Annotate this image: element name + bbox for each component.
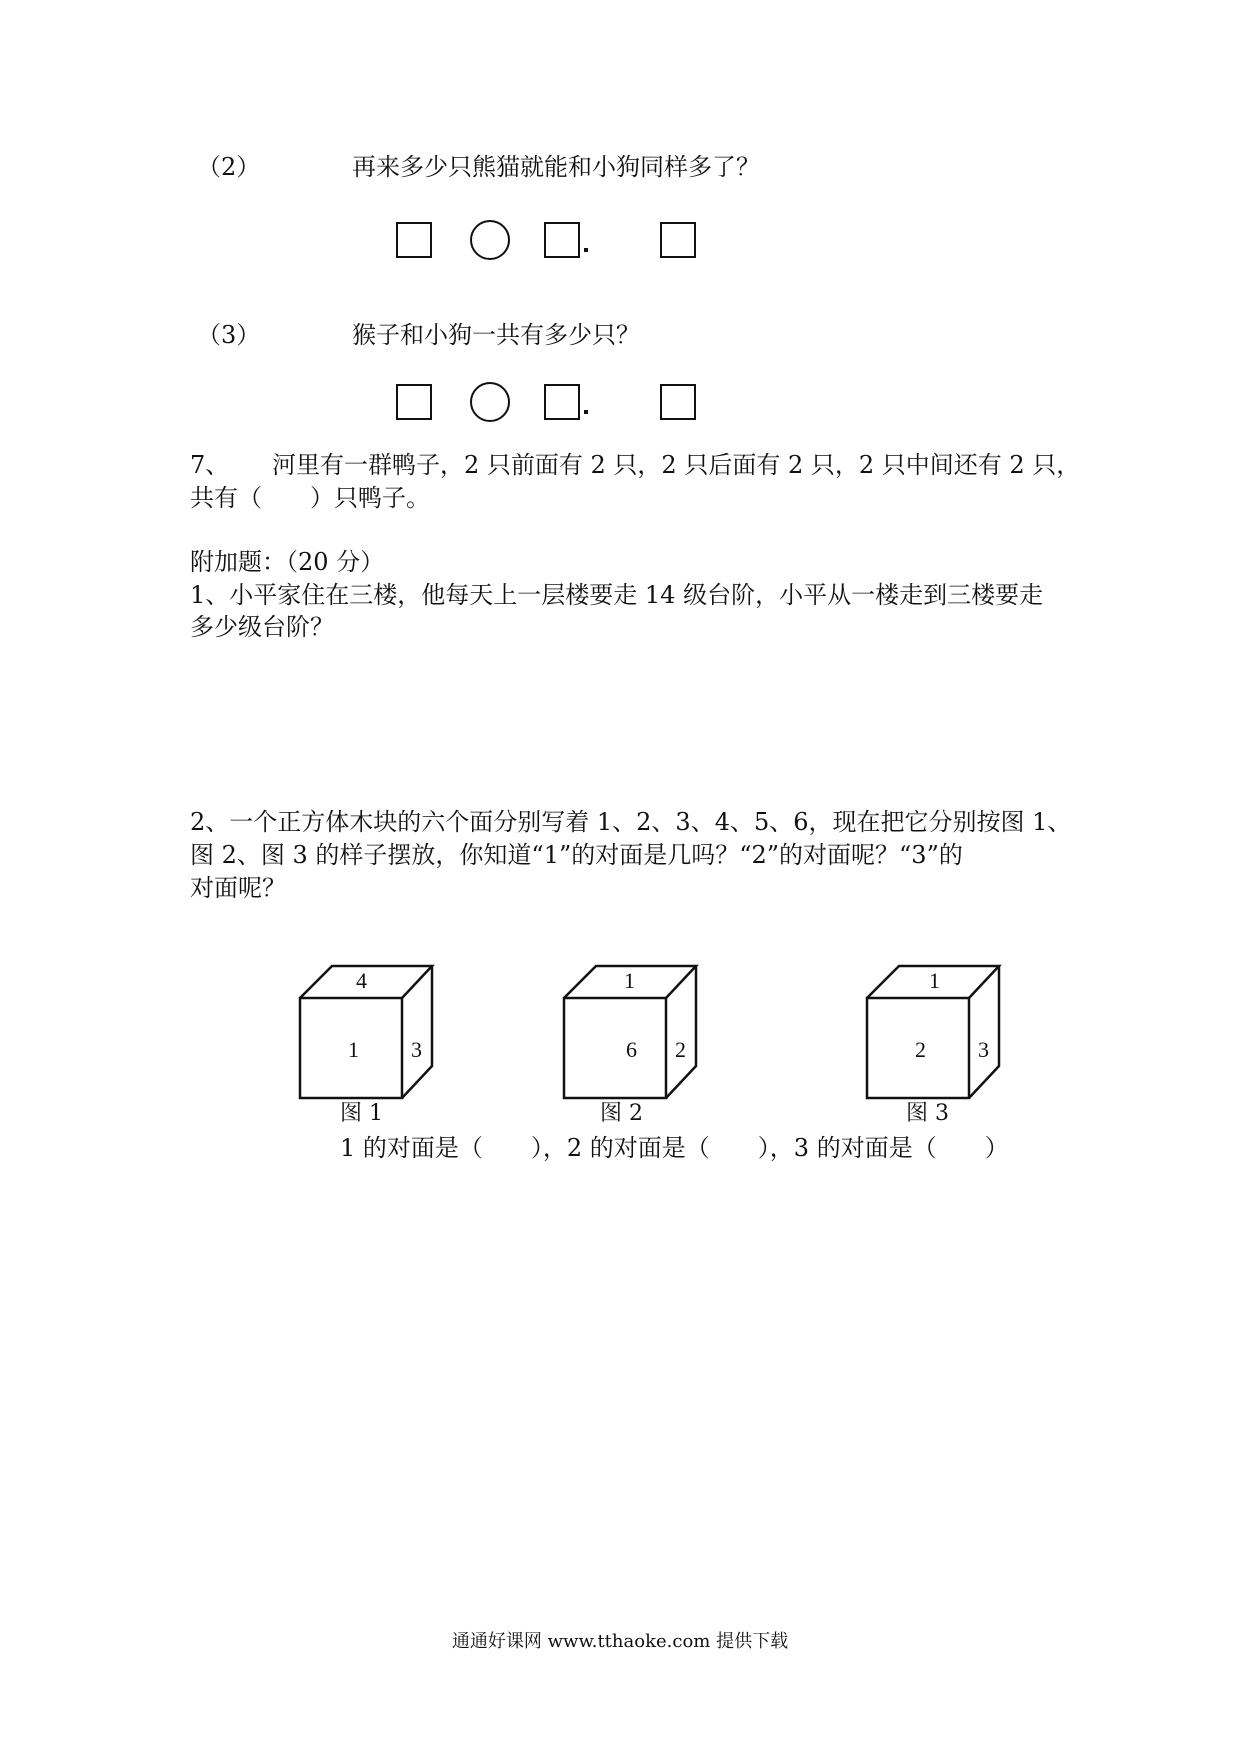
cube-front-number: 6 — [626, 1037, 637, 1062]
figure-caption: 图 1 — [340, 1101, 383, 1126]
cube-drawing — [298, 960, 438, 1100]
circle-blank — [470, 382, 510, 422]
square-blank — [660, 222, 696, 258]
square-blank — [396, 222, 432, 258]
answer-line: 1 的对面是（ ），2 的对面是（ ），3 的对面是（ ） — [340, 1134, 1009, 1162]
equals-mark — [584, 410, 588, 414]
cube-side-number: 3 — [411, 1037, 422, 1062]
question-text: 河里有一群鸭子，2 只前面有 2 只，2 只后面有 2 只，2 只中间还有 2 只， — [272, 451, 1081, 479]
question-number: （3） — [197, 321, 261, 349]
cube-side-number: 3 — [978, 1037, 989, 1062]
question-number: （2） — [197, 153, 261, 181]
page-footer: 通通好课网 www.tthaoke.com 提供下载 — [451, 1631, 789, 1652]
equation-blanks-row — [392, 382, 712, 422]
question-number: 7、 — [190, 451, 230, 479]
square-blank — [396, 384, 432, 420]
cube-figure-1 — [298, 960, 438, 1100]
figure-caption: 图 3 — [906, 1101, 949, 1126]
square-blank — [660, 384, 696, 420]
circle-blank — [470, 220, 510, 260]
cube-top-number: 4 — [356, 968, 367, 993]
cube-figure-3 — [865, 960, 1005, 1100]
equation-blanks-row — [392, 220, 712, 260]
question-text: 再来多少只熊猫就能和小狗同样多了？ — [352, 153, 760, 181]
question-text: 多少级台阶？ — [190, 613, 334, 641]
cube-front-number: 1 — [348, 1037, 359, 1062]
cube-figure-2 — [562, 960, 702, 1100]
question-text: 猴子和小狗一共有多少只？ — [352, 321, 640, 349]
cube-side-number: 2 — [675, 1037, 686, 1062]
question-text: 1、小平家住在三楼，他每天上一层楼要走 14 级台阶，小平从一楼走到三楼要走 — [190, 581, 1044, 609]
square-blank — [544, 384, 580, 420]
question-text: 图 2、图 3 的样子摆放，你知道“1”的对面是几吗？“2”的对面呢？“3”的 — [190, 841, 963, 869]
section-title: 附加题：（20 分） — [190, 548, 385, 576]
cube-top-number: 1 — [624, 968, 635, 993]
question-text: 共有（ ）只鸭子。 — [190, 484, 430, 512]
figure-caption: 图 2 — [600, 1101, 643, 1126]
square-blank — [544, 222, 580, 258]
question-text: 对面呢？ — [190, 874, 286, 902]
equals-mark — [584, 248, 588, 252]
cube-front-number: 2 — [915, 1037, 926, 1062]
question-text: 2、一个正方体木块的六个面分别写着 1、2、3、4、5、6，现在把它分别按图 1、 — [190, 808, 1072, 836]
cube-top-number: 1 — [929, 968, 940, 993]
